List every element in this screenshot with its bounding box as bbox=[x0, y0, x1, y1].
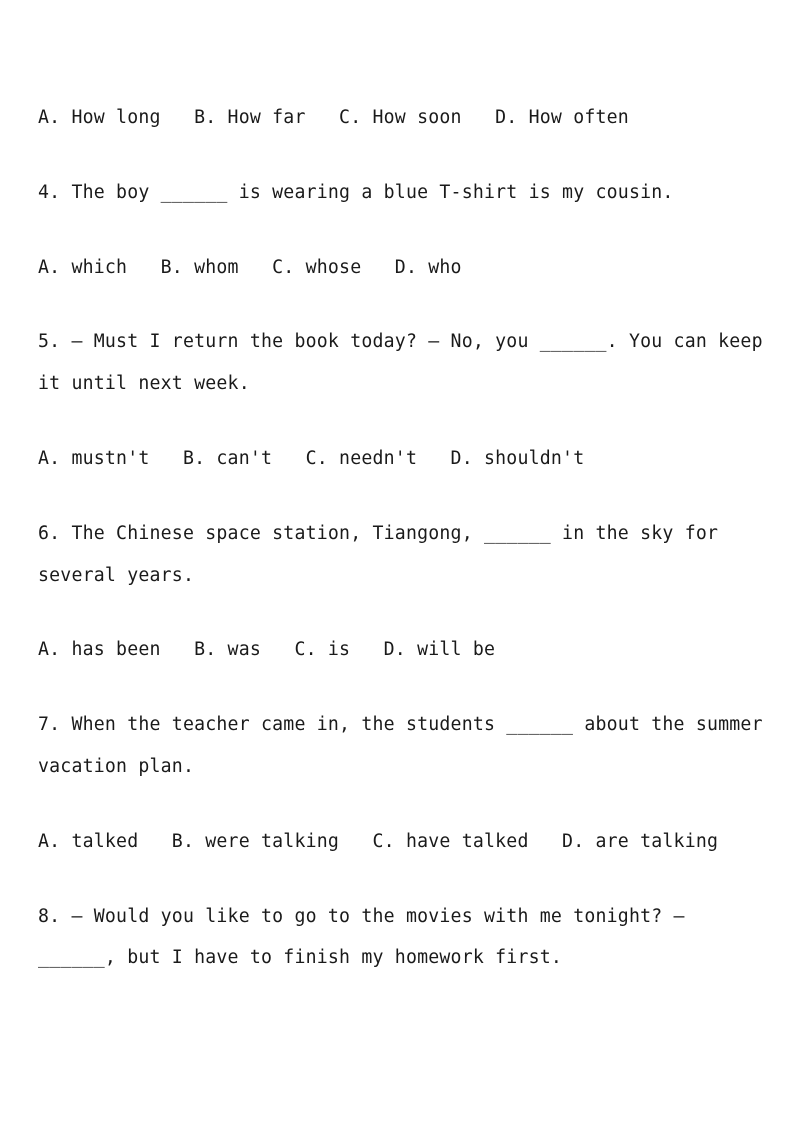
question-7-options: A. talked B. were talking C. have talked D. are talking bbox=[38, 831, 719, 852]
question-7-stem-line-2: vacation plan. bbox=[38, 756, 195, 777]
question-5-stem-line-1: 5. — Must I return the book today? — No, you ______. You can keep bbox=[38, 331, 763, 352]
question-8-stem-line-2: ______, but I have to finish my homework first. bbox=[38, 947, 563, 968]
question-6-options: A. has been B. was C. is D. will be bbox=[38, 639, 496, 660]
question-8-stem-line-1: 8. — Would you like to go to the movies with me tonight? — bbox=[38, 906, 685, 927]
question-5-stem-line-2: it until next week. bbox=[38, 373, 250, 394]
question-4-options: A. which B. whom C. whose D. who bbox=[38, 257, 462, 278]
question-6-stem-line-2: several years. bbox=[38, 565, 195, 586]
question-3-options: A. How long B. How far C. How soon D. How often bbox=[38, 107, 629, 128]
question-4-stem: 4. The boy ______ is wearing a blue T-shirt is my cousin. bbox=[38, 182, 674, 203]
question-6-stem-line-1: 6. The Chinese space station, Tiangong, ______ in the sky for bbox=[38, 523, 719, 544]
question-7-stem-line-1: 7. When the teacher came in, the students ______ about the summer bbox=[38, 714, 763, 735]
question-5-options: A. mustn't B. can't C. needn't D. shouldn't bbox=[38, 448, 585, 469]
